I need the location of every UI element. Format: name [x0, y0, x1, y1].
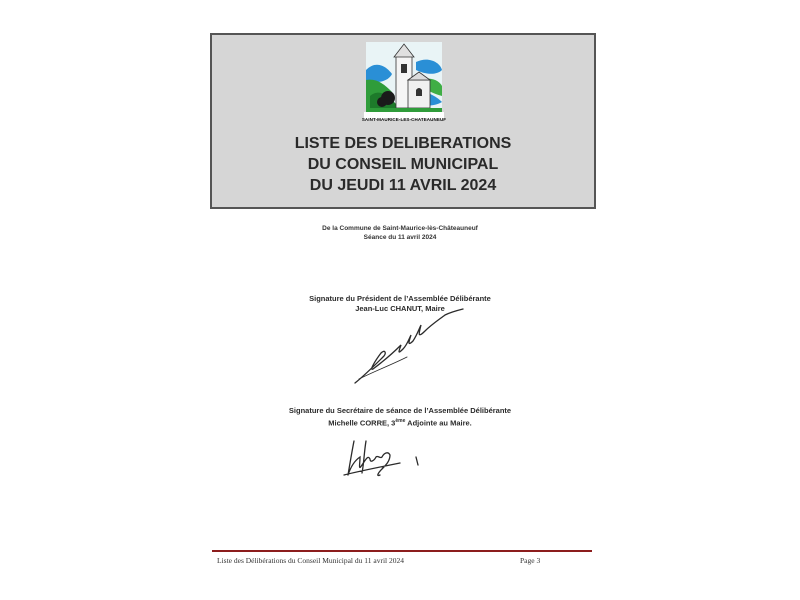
- secretary-name: [0, 416, 800, 429]
- page-title: [212, 133, 594, 196]
- president-signature-label: Signature du Président de l’Assemblée Délibérante: [309, 294, 491, 303]
- president-signature: [345, 305, 475, 395]
- title-box: [210, 33, 596, 209]
- footer-title: Liste des Délibérations du Conseil Municipal du 11 avril 2024: [217, 556, 404, 565]
- session-date: Séance du 11 avril 2024: [363, 234, 437, 241]
- secretary-name-sup: ème: [395, 418, 406, 424]
- secretary-name-suffix: Adjointe au Maire.: [405, 418, 472, 428]
- village-logo: [362, 40, 446, 124]
- secretary-signature: [340, 435, 440, 490]
- president-name: Jean-Luc CHANUT, Maire: [355, 304, 445, 313]
- footer-rule: [212, 550, 592, 552]
- secretary-signature-label: Signature du Secrétaire de séance de l’Assemblée Délibérante: [288, 406, 512, 415]
- title-line-3: DU JEUDI 11 AVRIL 2024: [309, 177, 497, 194]
- secretary-signature-block: [0, 406, 800, 429]
- title-line-2: DU CONSEIL MUNICIPAL: [307, 156, 499, 173]
- commune-name: De la Commune de Saint-Maurice-lès-Châteauneuf: [322, 225, 478, 232]
- secretary-name-prefix: Michelle CORRE, 3: [328, 418, 396, 428]
- page-number: Page 3: [520, 556, 541, 565]
- title-line-1: LISTE DES DELIBERATIONS: [294, 135, 512, 152]
- logo-caption: SAINT-MAURICE-LES-CHATEAUNEUF: [361, 117, 447, 122]
